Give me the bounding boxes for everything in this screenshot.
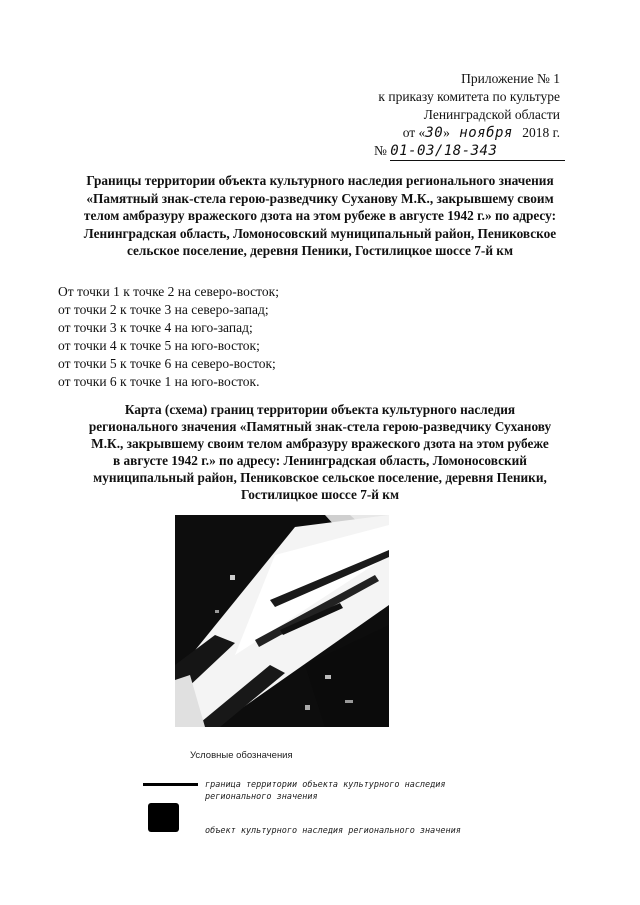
legend-boundary-label (205, 779, 446, 803)
appendix-header (260, 70, 560, 161)
map-title-line: М.К., закрывшему своим телом амбразуру вражеского дзота на этом рубеже (91, 436, 549, 451)
boundary-title-line: телом амбразуру вражеского дзота на этом рубеже в августе 1942 г.» по адресу: (83, 208, 557, 223)
map-title-line: муниципальный район, Пениковское сельское поселение, деревня Пеники, (93, 470, 547, 485)
legend-boundary-line-2: регионального значения (205, 792, 318, 802)
boundary-directions (58, 283, 458, 391)
boundary-title-line: «Памятный знак-стела герою-разведчику Суханову М.К., закрывшему своим (86, 190, 554, 206)
date-day: 30 (425, 125, 444, 141)
boundary-title-line: Ленинградская область, Ломоносовский муниципальный район, Пениковское (83, 225, 557, 241)
map-title-line: регионального значения «Памятный знак-стела герою-разведчику Суханову (88, 419, 552, 434)
date-prefix: от « (402, 125, 426, 140)
direction-item: от точки 4 к точке 5 на юго-восток; (58, 338, 260, 353)
direction-item: от точки 6 к точке 1 на юго-восток. (58, 374, 260, 389)
date-mid: » (443, 125, 450, 140)
map-scheme (175, 515, 389, 727)
boundary-title-line: Границы территории объекта культурного наследия регионального значения (86, 173, 554, 188)
appendix-line-1: Приложение № 1 (461, 71, 560, 86)
direction-item: от точки 5 к точке 6 на северо-восток; (58, 356, 276, 371)
appendix-number (374, 142, 560, 161)
heritage-object-symbol (148, 803, 179, 832)
date-year: 2018 г. (522, 125, 560, 140)
boundary-line-symbol (143, 783, 198, 786)
map-title-line: Гостилицкое шоссе 7-й км (240, 487, 400, 502)
legend-title: Условные обозначения (190, 750, 293, 761)
boundary-title (50, 172, 590, 260)
map-aerial-image (175, 515, 389, 727)
direction-item: от точки 2 к точке 3 на северо-запад; (58, 302, 269, 317)
boundary-title-line: сельское поселение, деревня Пеники, Гостилицкое шоссе 7-й км (126, 243, 514, 258)
map-title-line: Карта (схема) границ территории объекта культурного наследия (124, 402, 516, 417)
direction-item: от точки 3 к точке 4 на юго-запад; (58, 320, 253, 335)
legend-boundary-line-1: граница территории объекта культурного наследия (205, 780, 446, 790)
order-number: 01-03/18-343 (390, 143, 498, 159)
direction-item: От точки 1 к точке 2 на северо-восток; (58, 284, 279, 299)
map-title (60, 401, 580, 503)
legend-object-label: объект культурного наследия регионального значения (205, 826, 461, 836)
date-month: ноября (459, 125, 513, 141)
appendix-date (260, 124, 560, 142)
number-prefix: № (374, 143, 387, 158)
appendix-line-2: к приказу комитета по культуре (378, 89, 560, 104)
map-title-line: в августе 1942 г.» по адресу: Ленинградская область, Ломоносовский (113, 453, 527, 468)
appendix-line-3: Ленинградской области (423, 107, 560, 122)
